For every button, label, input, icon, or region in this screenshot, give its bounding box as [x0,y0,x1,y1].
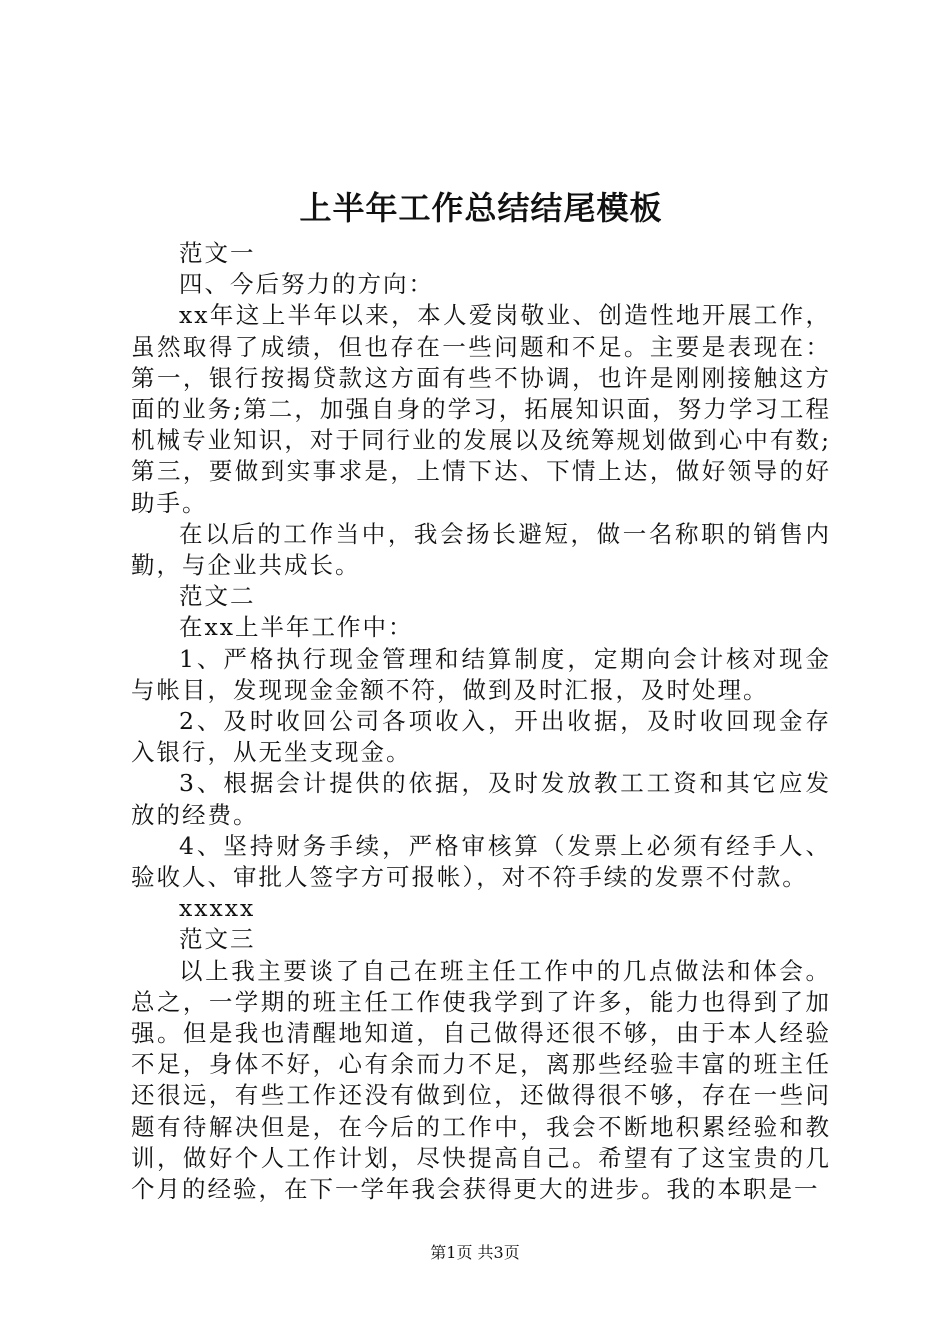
paragraph-heading: 范文三 [179,925,256,954]
document-page [131,180,831,1205]
paragraph: xx年这上半年以来，本人爱岗敬业、创造性地开展工作，虽然取得了成绩，但也存在一些问题和不足。主要是表现在：第一，银行按揭贷款这方面有些不协调，也许是刚刚接触这方面的业务;第二，加强自身的学习，拓展知识面，努力学习工程机械专业知识，对于同行业的发展以及统筹规划做到心中有数;第三，要做到实事求是，上情下达、下情上达，做好领导的好助手。 [131,301,831,517]
list-item: 1、严格执行现金管理和结算制度，定期向会计核对现金与帐目，发现现金金额不符，做到及时汇报，及时处理。 [131,644,831,704]
page-footer: 第1页 共3页 [430,1243,520,1262]
paragraph-subheading: 四、今后努力的方向： [179,270,434,299]
paragraph-heading: 范文二 [179,582,256,611]
document-body [131,238,831,1205]
paragraph-placeholder: xxxxx [179,894,256,923]
paragraph-subheading: 在xx上半年工作中： [179,613,414,642]
list-item: 4、坚持财务手续，严格审核算（发票上必须有经手人、验收人、审批人签字方可报帐），对不符手续的发票不付款。 [131,831,831,892]
list-item: 2、及时收回公司各项收入，开出收据，及时收回现金存入银行，从无坐支现金。 [131,707,831,767]
paragraph: 在以后的工作当中，我会扬长避短，做一名称职的销售内勤，与企业共成长。 [131,519,831,580]
paragraph-heading: 范文一 [179,239,256,267]
list-item: 3、根据会计提供的依据，及时发放教工工资和其它应发放的经费。 [131,769,831,829]
paragraph: 以上我主要谈了自己在班主任工作中的几点做法和体会。总之，一学期的班主任工作使我学到了许多，能力也得到了加强。但是我也清醒地知道，自己做得还很不够，由于本人经验不足，身体不好，心有余而力不足，离那些经验丰富的班主任还很远，有些工作还没有做到位，还做得很不够，存在一些问题有待解决但是，在今后的工作中，我会不断地积累经验和教训，做好个人工作计划，尽快提高自己。希望有了这宝贵的几个月的经验，在下一学年我会获得更大的进步。我的本职是一 [131,956,831,1204]
document-title: 上半年工作总结结尾模板 [299,189,663,227]
